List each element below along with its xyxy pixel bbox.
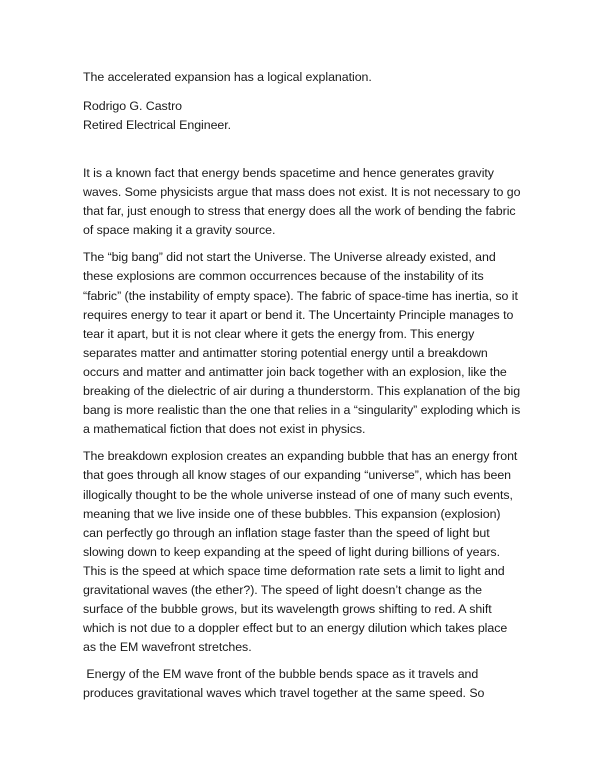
paragraph: Energy of the EM wave front of the bubble bends space as it travels and produces gravitational waves which travel together at the same speed. So [83, 667, 485, 701]
paragraph: It is a known fact that energy bends spacetime and hence generates gravity waves. Some physicists argue that mass does not exist. It is not necessary to go that far, just enough to stress that energy does all the work of bending the fabric of space making it a gravity source. [83, 166, 521, 238]
author-block [83, 97, 523, 135]
paragraph: The breakdown explosion creates an expanding bubble that has an energy front that goes through all know stages of our expanding “universe”, which has been illogically thought to be the whole universe instead of one of many such events, meaning that we live inside one of these bubbles. This expansion (explosion) can perfectly go through an inflation stage faster than the speed of light but slowing down to keep expanding at the speed of light during billions of years. This is the speed at which space time deformation rate sets a limit to light and gravitational waves (the ether?). The speed of light doesn’t change as the surface of the bubble grows, but its wavelength grows shifting to red. A shift which is not due to a doppler effect but to an energy dilution which takes place as the EM wavefront stretches. [83, 449, 518, 655]
author-role: Retired Electrical Engineer. [83, 118, 232, 133]
author-name: Rodrigo G. Castro [83, 99, 183, 113]
document-title: The accelerated expansion has a logical explanation. [83, 70, 372, 84]
document-body [83, 164, 523, 712]
paragraph: The “big bang” did not start the Universe. The Universe already existed, and these explosions are common occurrences because of the instability of its “fabric” (the instability of empty space). The fabric of space-time has inertia, so it requires energy to tear it apart or bend it. The Uncertainty Principle manages to tear it apart, but it is not clear where it gets the energy from. This energy separates matter and antimatter storing potential energy until a breakdown occurs and matter and antimatter join back together with an explosion, like the breaking of the dielectric of air during a thunderstorm. This explanation of the big bang is more realistic than the one that relies in a “singularity” exploding which is a mathematical fiction that does not exist in physics. [83, 250, 521, 437]
